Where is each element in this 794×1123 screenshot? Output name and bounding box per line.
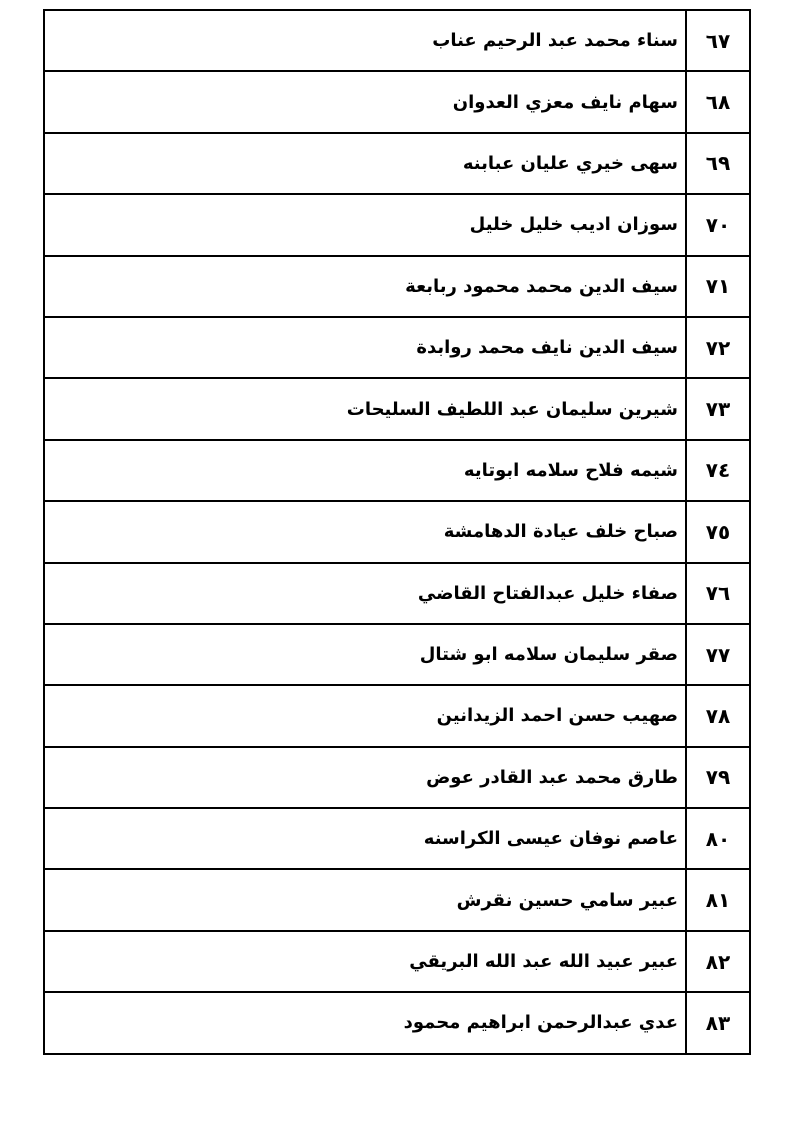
person-name: سهى خيري عليان عبابنه [44,133,686,194]
row-number: ٧٢ [686,317,750,378]
table-row [44,808,750,869]
person-name: سهام نايف معزي العدوان [44,71,686,132]
table-row [44,133,750,194]
person-name: عبير عبيد الله عبد الله البريقي [44,931,686,992]
table-row [44,194,750,255]
row-number: ٨٢ [686,931,750,992]
table-row [44,992,750,1053]
row-number: ٧٧ [686,624,750,685]
row-number: ٨٠ [686,808,750,869]
person-name: عاصم نوفان عيسى الكراسنه [44,808,686,869]
table-row [44,440,750,501]
table-row [44,10,750,71]
person-name: صقر سليمان سلامه ابو شتال [44,624,686,685]
row-number: ٧٠ [686,194,750,255]
person-name: صفاء خليل عبدالفتاح القاضي [44,563,686,624]
person-name: صهيب حسن احمد الزيدانين [44,685,686,746]
row-number: ٦٩ [686,133,750,194]
row-number: ٦٨ [686,71,750,132]
person-name: سيف الدين نايف محمد روابدة [44,317,686,378]
row-number: ٧٣ [686,378,750,439]
table-row [44,747,750,808]
table-row [44,71,750,132]
table-row [44,869,750,930]
table-row [44,931,750,992]
person-name: صباح خلف عيادة الدهامشة [44,501,686,562]
table-row [44,685,750,746]
table-row [44,501,750,562]
names-table [43,9,751,1055]
row-number: ٧٩ [686,747,750,808]
row-number: ٧٤ [686,440,750,501]
row-number: ٧٦ [686,563,750,624]
table-row [44,624,750,685]
row-number: ٨١ [686,869,750,930]
person-name: عدي عبدالرحمن ابراهيم محمود [44,992,686,1053]
table-row [44,317,750,378]
row-number: ٧١ [686,256,750,317]
row-number: ٧٥ [686,501,750,562]
table-row [44,563,750,624]
row-number: ٦٧ [686,10,750,71]
person-name: سيف الدين محمد محمود ربابعة [44,256,686,317]
person-name: عبير سامي حسين نقرش [44,869,686,930]
person-name: شيرين سليمان عبد اللطيف السليحات [44,378,686,439]
person-name: سناء محمد عبد الرحيم عناب [44,10,686,71]
person-name: شيمه فلاح سلامه ابوتايه [44,440,686,501]
table-row [44,378,750,439]
row-number: ٧٨ [686,685,750,746]
row-number: ٨٣ [686,992,750,1053]
person-name: سوزان اديب خليل خليل [44,194,686,255]
table-row [44,256,750,317]
person-name: طارق محمد عبد القادر عوض [44,747,686,808]
